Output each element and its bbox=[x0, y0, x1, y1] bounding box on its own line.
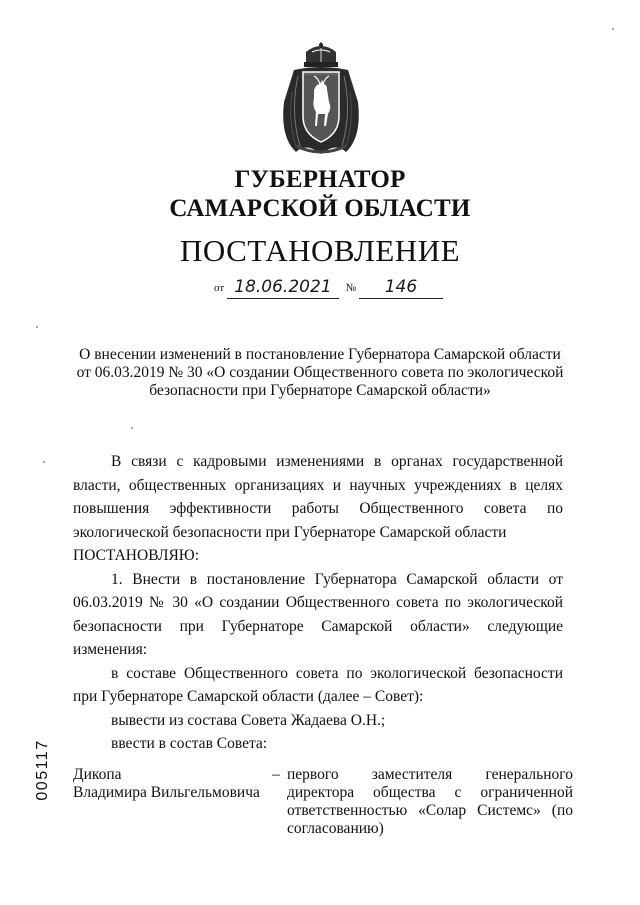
document-type-title: ПОСТАНОВЛЕНИЕ bbox=[179, 233, 461, 268]
crown-icon bbox=[304, 42, 338, 67]
serial-number-text: 005117 bbox=[34, 739, 51, 801]
decree-word: ПОСТАНОВЛЯЮ: bbox=[73, 547, 200, 564]
issuer-title-line2: САМАРСКОЙ ОБЛАСТИ bbox=[169, 195, 471, 222]
handwritten-number: 146 bbox=[359, 276, 443, 299]
scan-speck bbox=[43, 461, 45, 463]
issuer-title-line1: ГУБЕРНАТОР bbox=[234, 166, 406, 193]
member-surname: Дикопа bbox=[73, 766, 122, 783]
scan-speck bbox=[612, 28, 614, 30]
subject-line: О внесении изменений в постановление Губернатора Самарской области bbox=[79, 346, 561, 363]
member-given-names: Владимира Вильгельмовича bbox=[73, 784, 260, 801]
entry-dash: – bbox=[272, 766, 280, 783]
document-body bbox=[73, 450, 563, 756]
scan-speck bbox=[131, 427, 133, 429]
council-composition-paragraph: в составе Общественного совета по экологической безопасности при Губернаторе Самарской области (далее – Совет): bbox=[73, 664, 563, 705]
member-name bbox=[73, 766, 265, 802]
preamble-paragraph: В связи с кадровыми изменениями в органах государственной власти, общественных организациях и научных учреждениях в целях повышения эффективности работы Общественного совета по экологической безопасности при Губернаторе Самарской области bbox=[73, 453, 563, 541]
item-1-paragraph: 1. Внести в постановление Губернатора Самарской области от 06.03.2019 № 30 «О создании Общественного совета по экологической безопасности при Губернаторе Самарской области» следующие изменения: bbox=[73, 570, 563, 658]
add-member-paragraph: ввести в состав Совета: bbox=[111, 735, 268, 752]
subject-line: безопасности при Губернаторе Самарской области» bbox=[149, 382, 491, 399]
samara-coat-of-arms-emblem bbox=[276, 42, 366, 160]
member-position: первого заместителя генерального директора общества с ограниченной ответственностью «Солар Системс» (по согласованию) bbox=[287, 766, 573, 837]
side-serial-number bbox=[30, 740, 56, 800]
subject-line: от 06.03.2019 № 30 «О создании Общественного совета по экологической bbox=[76, 364, 564, 381]
resolution-subject bbox=[40, 346, 600, 400]
remove-member-paragraph: вывести из состава Совета Жадаева О.Н.; bbox=[111, 711, 386, 729]
new-member-entry bbox=[73, 766, 573, 846]
scan-speck bbox=[36, 326, 38, 328]
date-label: от bbox=[214, 282, 225, 294]
handwritten-date: 18.06.2021 bbox=[227, 276, 339, 299]
date-number-line bbox=[214, 276, 443, 298]
number-label: № bbox=[345, 282, 357, 294]
